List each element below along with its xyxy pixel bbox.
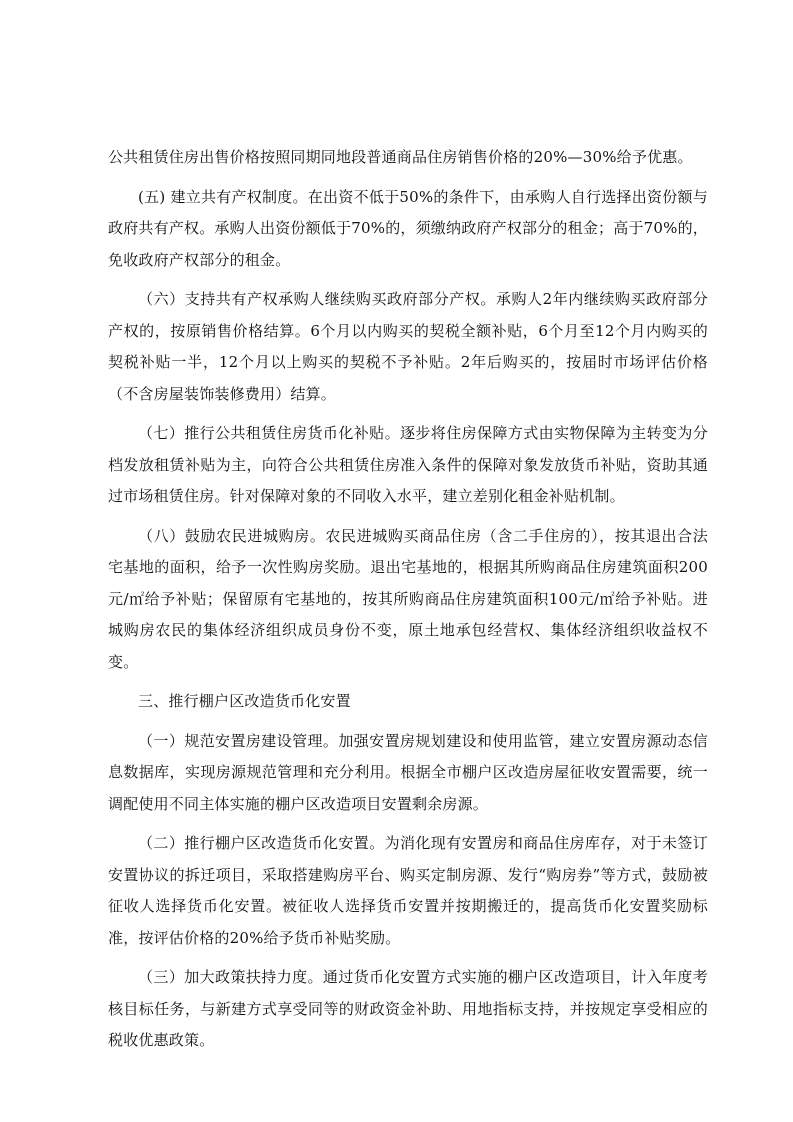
paragraph-rental-subsidy: （七）推行公共租赁住房货币化补贴。逐步将住房保障方式由实物保障为主转变为分档发放租赁补贴为主，向符合公共租赁住房准入条件的保障对象发放货币补贴，资助其通过市场租赁住房。针对保障对象的不同收入水平，建立差别化租金补贴机制。 bbox=[108, 424, 708, 505]
paragraph-monetary-resettlement: （二）推行棚户区改造货币化安置。为消化现有安置房和商品住房库存，对于未签订安置协议的拆迁项目，采取搭建购房平台、购买定制房源、发行“购房券”等方式，鼓励被征收人选择货币化安置。被征收人选择货币安置并按期搬迁的，提高货币化安置奖励标准，按评估价格的20%给予货币补贴奖励。 bbox=[108, 834, 708, 947]
paragraph-price-discount: 公共租赁住房出售价格按照同期同地段普通商品住房销售价格的20%—30%给予优惠。 bbox=[108, 148, 693, 166]
paragraph-policy-support: （三）加大政策扶持力度。通过货币化安置方式实施的棚户区改造项目，计入年度考核目标任务，与新建方式享受同等的财政资金补助、用地指标支持，并按规定享受相应的税收优惠政策。 bbox=[108, 968, 708, 1049]
paragraph-farmer-housing: （八）鼓励农民进城购房。农民进城购买商品住房（含二手住房的），按其退出合法宅基地的面积，给予一次性购房奖励。退出宅基地的，根据其所购商品住房建筑面积200元/㎡给予补贴；保留原有宅基地的，按其所购商品住房建筑面积100元/㎡给予补贴。进城购房农民的集体经济组织成员身份不变，原土地承包经营权、集体经济组织收益权不变。 bbox=[108, 526, 708, 671]
paragraph-resettlement-management: （一）规范安置房建设管理。加强安置房规划建设和使用监管，建立安置房源动态信息数据库，实现房源规范管理和充分利用。根据全市棚户区改造房屋征收安置需要，统一调配使用不同主体实施的棚户区改造项目安置剩余房源。 bbox=[108, 731, 708, 813]
paragraph-shared-ownership: (五) 建立共有产权制度。在出资不低于50%的条件下，由承购人自行选择出资份额与政府共有产权。承购人出资份额低于70%的，须缴纳政府产权部分的租金；高于70%的，免收政府产权部分的租金。 bbox=[108, 187, 708, 269]
document-body bbox=[108, 142, 708, 1065]
paragraph-buy-government-share: （六）支持共有产权承购人继续购买政府部分产权。承购人2年内继续购买政府部分产权的，按原销售价格结算。6个月以内购买的契税全额补贴，6个月至12个月内购买的契税补贴一半，12个月以上购买的契税不予补贴。2年后购买的，按届时市场评估价格（不含房屋装饰装修费用）结算。 bbox=[108, 290, 708, 403]
section-heading-three: 三、推行棚户区改造货币化安置 bbox=[138, 692, 351, 710]
